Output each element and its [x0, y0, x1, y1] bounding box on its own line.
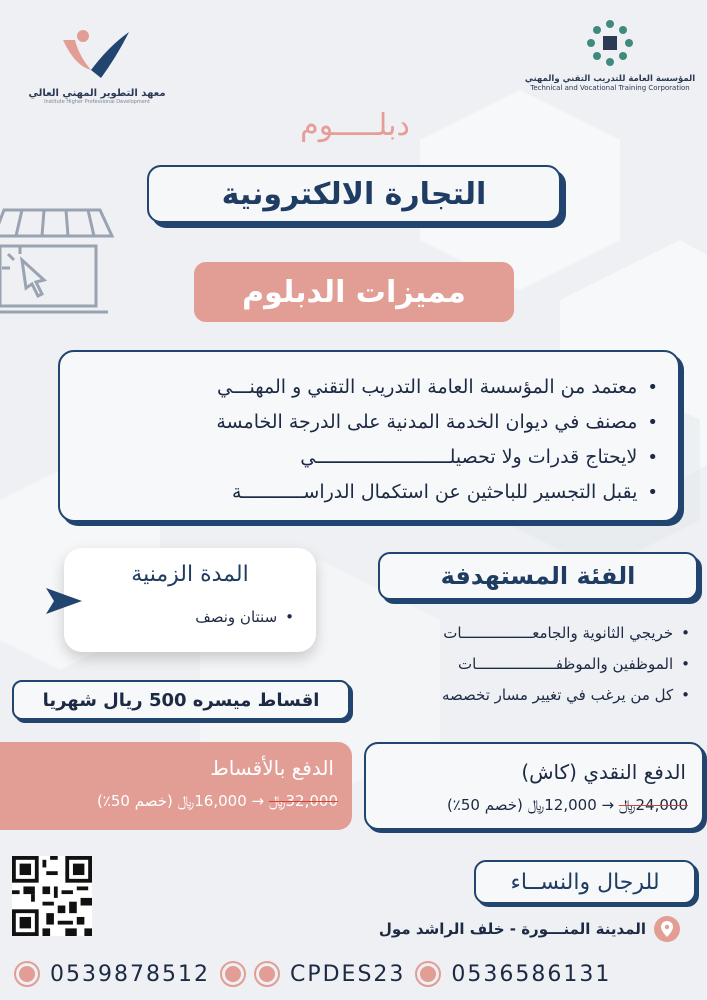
target-item: • كل من يرغب في تغيير مسار تخصصه [360, 680, 690, 711]
play-arrow-icon [44, 586, 84, 616]
new-price: 16,000﷼ [177, 792, 247, 810]
location [360, 916, 680, 942]
gender-label: للرجال والنســاء [474, 860, 696, 904]
location-pin-icon [654, 916, 680, 942]
price-arrow: → [601, 796, 615, 814]
institute-logo-icon [57, 26, 137, 82]
target-item: • خريجي الثانوية والجامعــــــــــــــــات [360, 618, 690, 649]
footer-contacts [10, 956, 700, 992]
duration-card [64, 548, 316, 652]
phone-right[interactable]: 0536586131 [451, 961, 612, 987]
target-list [360, 618, 690, 711]
payment-installments-card [0, 742, 352, 830]
duration-title: المدة الزمنية [131, 562, 249, 587]
course-title: التجارة الالكترونية [147, 165, 561, 223]
social-handle[interactable]: CPDES23 [289, 961, 406, 987]
institute-name: معهد التطوير المهني العالي [28, 88, 166, 99]
discount-label: (خصم 50٪) [96, 792, 173, 810]
tvtc-sub: Technical and Vocational Training Corporation [530, 84, 690, 92]
payment-cash-card [364, 742, 704, 830]
online-store-icon [0, 200, 120, 334]
features-heading: مميزات الدبلوم [194, 262, 514, 322]
target-item: • الموظفين والموظفــــــــــــــــــات [360, 649, 690, 680]
feature-item: • مصنف في ديوان الخدمة المدنية على الدرجة الخامسة [74, 405, 658, 440]
whatsapp-icon[interactable] [415, 961, 441, 987]
feature-item: • يقبل التجسير للباحثين عن استكمال الدراســـــــــــة [74, 475, 658, 510]
old-price: 32,000﷼ [268, 792, 338, 810]
tvtc-logo [520, 18, 700, 108]
payment-cash-title: الدفع النقدي (كاش) [521, 760, 686, 784]
feature-item: • لايحتاج قدرات ولا تحصيلــــــــــــــــــــــــي [74, 440, 658, 475]
target-heading: الفئة المستهدفة [378, 552, 698, 600]
location-text: المدينة المنـــورة - خلف الراشد مول [378, 920, 646, 938]
new-price: 12,000﷼ [527, 796, 597, 814]
institute-logo [22, 26, 172, 116]
discount-label: (خصم 50٪) [446, 796, 523, 814]
payment-installments-price [97, 792, 338, 810]
diploma-word: دبلـــــوم [300, 108, 410, 143]
payment-installments-title: الدفع بالأقساط [210, 756, 334, 780]
institute-sub: Institute Higher Professional Development [44, 99, 150, 105]
duration-value: • سنتان ونصف [195, 608, 294, 626]
price-arrow: → [251, 792, 265, 810]
tvtc-logo-icon [585, 18, 635, 68]
qr-code[interactable] [12, 856, 92, 936]
old-price: 24,000﷼ [618, 796, 688, 814]
tiktok-icon[interactable] [254, 961, 280, 987]
phone-left[interactable]: 0539878512 [50, 961, 210, 987]
tvtc-name: المؤسسة العامة للتدريب التقني والمهني [524, 74, 696, 84]
phone-icon[interactable] [14, 961, 40, 987]
installments-banner: اقساط ميسره 500 ريال شهريا [12, 680, 350, 720]
features-box [58, 350, 680, 522]
instagram-icon[interactable] [220, 961, 246, 987]
features-list [60, 352, 678, 510]
payment-cash-price [447, 796, 688, 814]
feature-item: • معتمد من المؤسسة العامة التدريب التقني و المهنـــي [74, 370, 658, 405]
